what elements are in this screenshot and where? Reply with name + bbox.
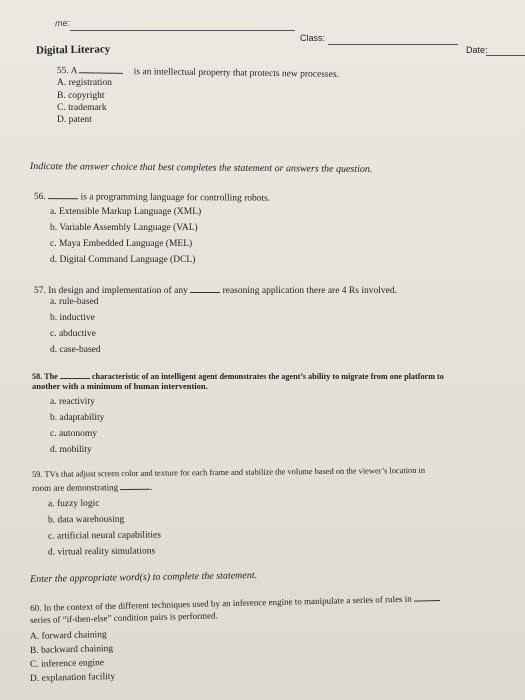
- question-57-text-2: reasoning application there are 4 Rs involved.: [222, 286, 397, 296]
- q59-option-d: d. virtual reality simulations: [47, 546, 156, 558]
- date-line: [486, 55, 525, 56]
- q56-option-c: c. Maya Embedded Language (MEL): [50, 239, 193, 249]
- question-60-line-2: series of “if-then-else” condition pairs is performed.: [30, 610, 218, 625]
- class-label: Class:: [300, 33, 326, 43]
- question-57-text-1: 57. In design and implementation of any: [34, 286, 188, 296]
- q55-option-a: A. registration: [57, 78, 112, 88]
- q57-option-d: d. case-based: [50, 345, 101, 355]
- answer-blank-56[interactable]: [48, 190, 78, 199]
- q56-option-d: d. Digital Command Language (DCL): [50, 255, 196, 265]
- instruction-fill-in: Enter the appropriate word(s) to complete the statement.: [30, 570, 258, 585]
- q55-option-b: B. copyright: [57, 91, 105, 101]
- q58-option-b: b. adaptability: [50, 413, 105, 423]
- q58-option-c: c. autonomy: [50, 429, 97, 439]
- answer-blank-55[interactable]: [79, 64, 123, 74]
- q60-option-c: C. inference engine: [29, 658, 105, 670]
- question-58-text-1: 58. The: [32, 372, 58, 381]
- q59-option-b: b. data warehousing: [47, 514, 125, 526]
- question-58-text-2: characteristic of an intelligent agent demonstrates the agent’s ability to migrate from one platform to: [91, 372, 444, 381]
- q57-option-b: b. inductive: [50, 313, 95, 323]
- class-line: [328, 44, 458, 45]
- q59-option-c: c. artificial neural capabilities: [47, 530, 161, 542]
- q56-option-b: b. Variable Assembly Language (VAL): [50, 223, 198, 233]
- question-59-line-1: 59. TVs that adjust screen color and texture for each frame and stabilize the volume based on the viewer’s location in: [32, 465, 426, 479]
- question-59-end: .: [150, 481, 153, 492]
- question-55-text: is an intellectual property that protects new processes.: [133, 67, 340, 80]
- answer-blank-57[interactable]: [190, 284, 220, 293]
- name-line: [70, 30, 295, 31]
- q58-option-d: d. mobility: [50, 445, 92, 455]
- answer-blank-60[interactable]: [414, 592, 440, 602]
- question-55-lead: 55. A: [56, 65, 78, 77]
- q60-option-a: A. forward chaining: [29, 630, 107, 642]
- answer-blank-58[interactable]: [60, 370, 90, 379]
- q56-option-a: a. Extensible Markup Language (XML): [50, 207, 202, 217]
- question-59-line-2-text: room are demonstrating: [32, 482, 119, 493]
- name-label: me:: [54, 17, 71, 29]
- instruction-multiple-choice: Indicate the answer choice that best completes the statement or answers the question.: [29, 161, 373, 175]
- q60-option-b: B. backward chaining: [29, 643, 114, 657]
- question-59-line-2: [32, 481, 153, 495]
- course-title: Digital Literacy: [35, 43, 111, 57]
- question-56-lead: 56.: [33, 191, 46, 203]
- q57-option-c: c. abductive: [50, 329, 96, 339]
- date-label: Date:: [466, 45, 488, 55]
- q55-option-c: C. trademark: [57, 103, 107, 113]
- question-58-line-2: another with a minimum of human intervention.: [32, 381, 208, 391]
- question-56: [34, 190, 270, 206]
- question-56-text: is a programming language for controlling robots.: [80, 192, 271, 204]
- answer-blank-59[interactable]: [120, 481, 153, 492]
- q57-option-a: a. rule-based: [50, 297, 99, 307]
- question-60-line-1-text: 60. In the context of the different techniques used by an inference engine to manipulate a series of rules in: [30, 593, 412, 613]
- q55-option-d: D. patent: [57, 115, 92, 125]
- q58-option-a: a. reactivity: [50, 397, 95, 407]
- q59-option-a: a. fuzzy logic: [47, 498, 100, 510]
- q60-option-d: D. explanation facility: [29, 671, 116, 685]
